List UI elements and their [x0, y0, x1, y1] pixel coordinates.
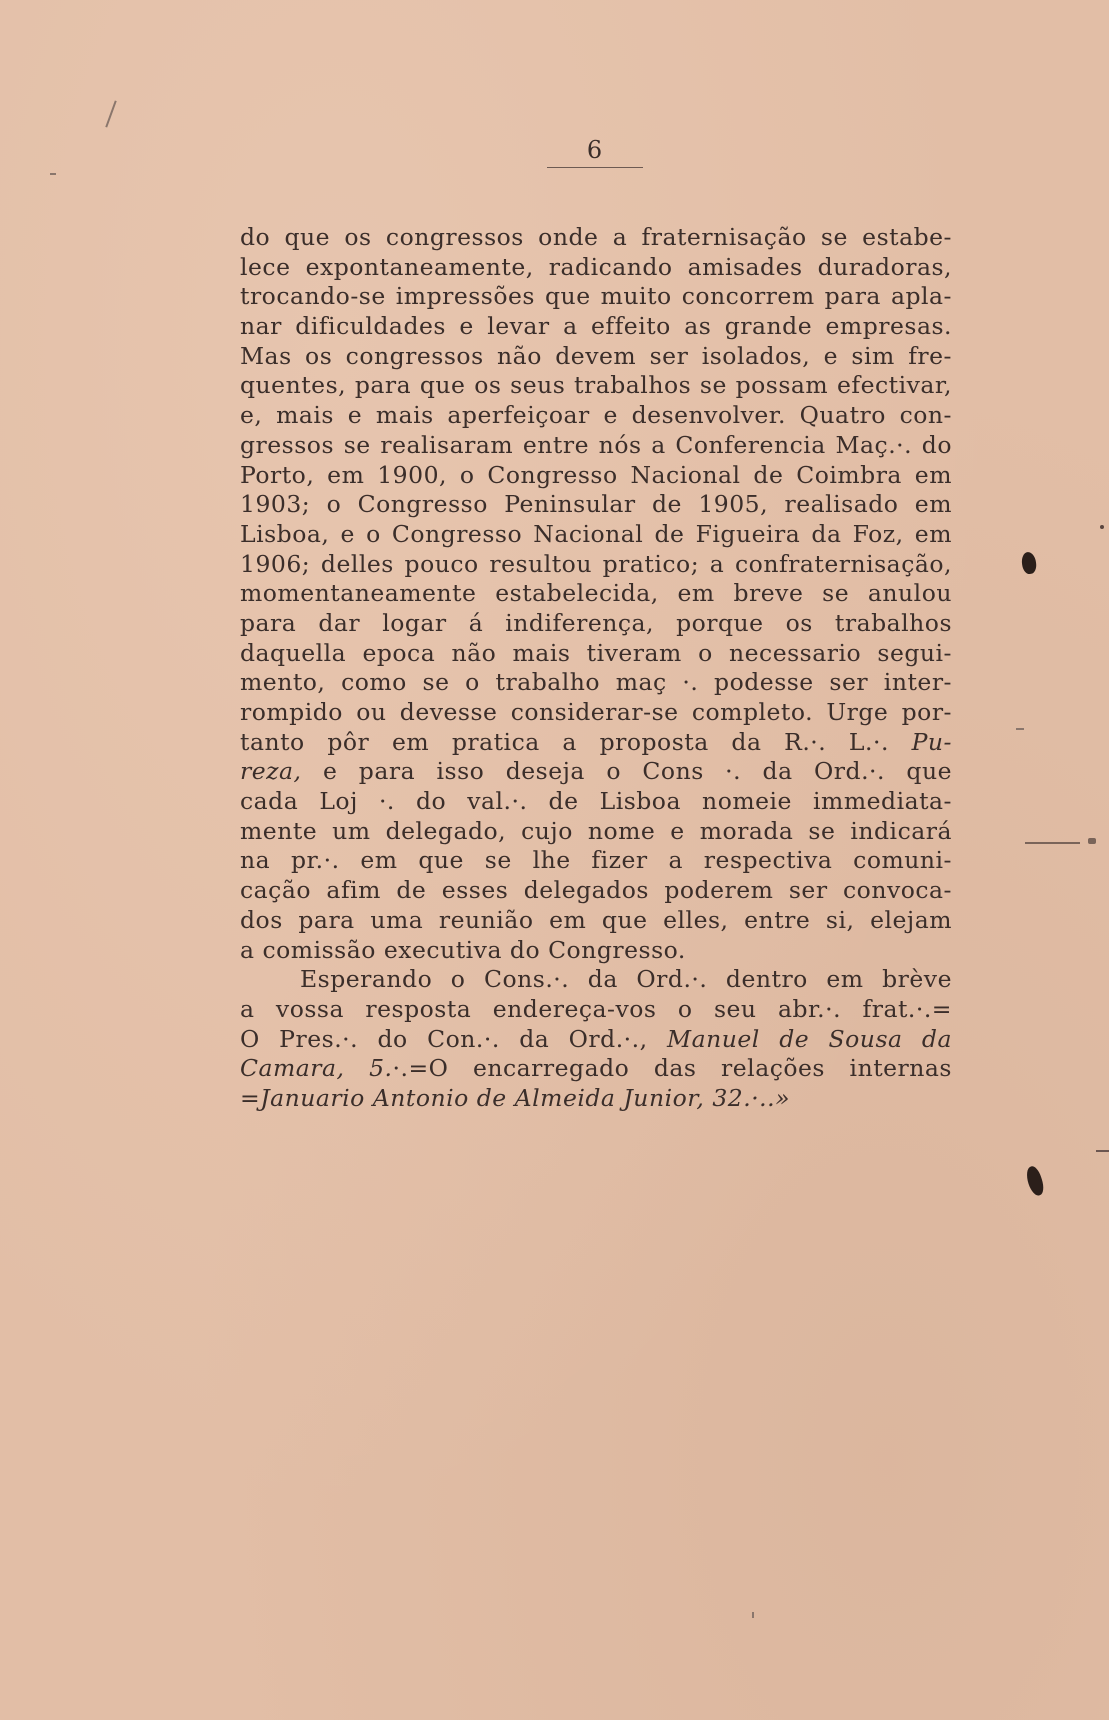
text-line: lece expontaneamente, radicando amisades duradoras, [240, 252, 952, 281]
text-segment: = [240, 1083, 261, 1112]
text-segment: tanto pôr em pratica a proposta da R.·. L.·. [240, 727, 889, 756]
paper-speck [1100, 525, 1104, 529]
text-line [240, 1025, 952, 1055]
italic-segment: Manuel de Sousa da [667, 1024, 952, 1053]
text-line: gressos se realisaram entre nós a Conferencia Maç.·. do [240, 430, 952, 459]
text-line: na pr.·. em que se lhe fizer a respectiva comuni- [240, 846, 952, 875]
text-line: daquella epoca não mais tiveram o necessario segui- [240, 638, 952, 667]
italic-segment: Pu- [911, 727, 952, 756]
italic-segment: Camara, 5. [240, 1054, 393, 1083]
page-number: 6 [586, 136, 604, 164]
paper-speck [105, 101, 116, 128]
text-line [240, 757, 952, 787]
text-segment: ·.=O encarregado das relações internas [392, 1054, 952, 1083]
text-line [240, 728, 952, 758]
text-line: mente um delegado, cujo nome e morada se indicará [240, 816, 952, 845]
text-line: do que os congressos onde a fraternisação se estabe- [240, 223, 952, 251]
ink-blot [1024, 1165, 1047, 1198]
text-line: rompido ou devesse considerar-se completo. Urge por- [240, 698, 952, 726]
margin-mark [1088, 838, 1096, 844]
text-line: mento, como se o trabalho maç ·. podesse ser inter- [240, 668, 952, 697]
text-segment: e para isso deseja o Cons ·. da Ord.·. que [322, 757, 952, 786]
text-line: trocando-se impressões que muito concorrem para apla- [240, 282, 952, 311]
paper-speck [1016, 728, 1024, 730]
italic-segment: Januario Antonio de Almeida Junior, 32.·..» [260, 1083, 790, 1112]
text-line: Mas os congressos não devem ser isolados, e sim fre- [240, 341, 952, 370]
page-number-rule [547, 167, 643, 168]
text-line: cação afim de esses delegados poderem ser convoca- [240, 876, 952, 905]
text-line [240, 1084, 952, 1114]
margin-mark [1025, 842, 1080, 844]
ink-blot [1021, 551, 1038, 575]
italic-segment: reza, [240, 757, 302, 786]
paper-speck [50, 173, 56, 175]
text-line: a comissão executiva do Congresso. [240, 935, 686, 964]
text-line: a vossa resposta endereça-vos o seu abr.·. frat.·.= [240, 994, 952, 1023]
paper-speck [752, 1612, 754, 1618]
text-line [240, 1054, 952, 1084]
text-line: 1903; o Congresso Peninsular de 1905, realisado em [240, 490, 952, 519]
text-line: momentaneamente estabelecida, em breve se anulou [240, 579, 952, 608]
text-line: 1906; delles pouco resultou pratico; a confraternisação, [240, 549, 952, 578]
text-line: dos para uma reunião em que elles, entre si, elejam [240, 905, 952, 934]
text-line: e, mais e mais aperfeiçoar e desenvolver. Quatro con- [240, 401, 952, 430]
text-line: Esperando o Cons.·. da Ord.·. dentro em brève [300, 965, 952, 994]
text-line: nar dificuldades e levar a effeito as grande empresas. [240, 312, 952, 341]
text-segment: O Pres.·. do Con.·. da Ord.·., [240, 1024, 648, 1053]
body-text [240, 223, 952, 1114]
margin-mark [1096, 1150, 1109, 1152]
text-line: cada Loj ·. do val.·. de Lisboa nomeie immediata- [240, 787, 952, 816]
text-line: Porto, em 1900, o Congresso Nacional de Coimbra em [240, 460, 952, 489]
text-line: quentes, para que os seus trabalhos se possam efectivar, [240, 371, 952, 400]
text-line: Lisboa, e o Congresso Nacional de Figueira da Foz, em [240, 519, 952, 548]
text-line: para dar logar á indiferença, porque os trabalhos [240, 608, 952, 637]
